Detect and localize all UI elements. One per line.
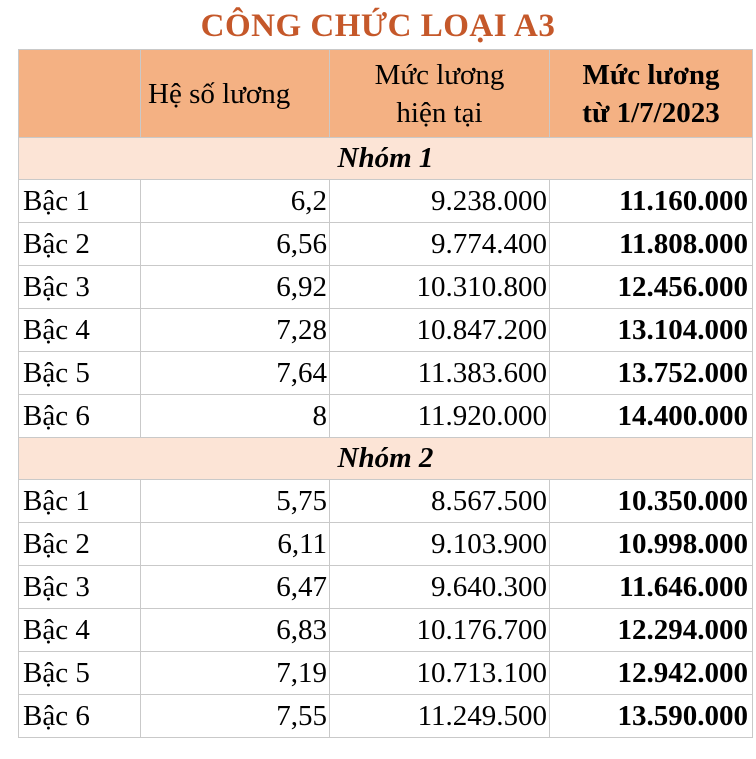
- table-row: [19, 695, 753, 738]
- header-coefficient: Hệ số lương: [141, 50, 330, 138]
- current-salary-cell: 11.383.600: [330, 352, 550, 395]
- group-header-row: [19, 138, 753, 180]
- coefficient-cell: 6,83: [141, 609, 330, 652]
- header-new-line1: Mức lương: [582, 58, 720, 91]
- level-cell: Bậc 2: [19, 523, 141, 566]
- level-cell: Bậc 1: [19, 480, 141, 523]
- table-row: [19, 609, 753, 652]
- table-row: [19, 566, 753, 609]
- new-salary-cell: 11.646.000: [550, 566, 753, 609]
- level-cell: Bậc 3: [19, 566, 141, 609]
- current-salary-cell: 10.310.800: [330, 266, 550, 309]
- table-row: [19, 180, 753, 223]
- new-salary-cell: 10.350.000: [550, 480, 753, 523]
- group-name: Nhóm 2: [19, 438, 753, 480]
- table-row: [19, 523, 753, 566]
- level-cell: Bậc 4: [19, 609, 141, 652]
- level-cell: Bậc 1: [19, 180, 141, 223]
- coefficient-cell: 8: [141, 395, 330, 438]
- level-cell: Bậc 5: [19, 652, 141, 695]
- header-current-line1: Mức lương: [374, 58, 505, 91]
- group-name: Nhóm 1: [19, 138, 753, 180]
- table-row: [19, 652, 753, 695]
- new-salary-cell: 14.400.000: [550, 395, 753, 438]
- new-salary-cell: 13.590.000: [550, 695, 753, 738]
- coefficient-cell: 6,56: [141, 223, 330, 266]
- current-salary-cell: 10.847.200: [330, 309, 550, 352]
- level-cell: Bậc 5: [19, 352, 141, 395]
- current-salary-cell: 9.103.900: [330, 523, 550, 566]
- header-current-salary: [330, 50, 550, 138]
- header-blank: [19, 50, 141, 138]
- new-salary-cell: 11.808.000: [550, 223, 753, 266]
- coefficient-cell: 6,92: [141, 266, 330, 309]
- level-cell: Bậc 4: [19, 309, 141, 352]
- current-salary-cell: 11.920.000: [330, 395, 550, 438]
- new-salary-cell: 12.456.000: [550, 266, 753, 309]
- table-header: [19, 50, 753, 138]
- coefficient-cell: 5,75: [141, 480, 330, 523]
- current-salary-cell: 10.713.100: [330, 652, 550, 695]
- level-cell: Bậc 2: [19, 223, 141, 266]
- new-salary-cell: 13.752.000: [550, 352, 753, 395]
- current-salary-cell: 9.238.000: [330, 180, 550, 223]
- group-header-row: [19, 438, 753, 480]
- current-salary-cell: 10.176.700: [330, 609, 550, 652]
- header-new-salary: [550, 50, 753, 138]
- table-row: [19, 395, 753, 438]
- coefficient-cell: 6,2: [141, 180, 330, 223]
- level-cell: Bậc 6: [19, 395, 141, 438]
- coefficient-cell: 6,47: [141, 566, 330, 609]
- header-current-line2: hiện tại: [396, 96, 483, 129]
- new-salary-cell: 10.998.000: [550, 523, 753, 566]
- table-row: [19, 352, 753, 395]
- table-row: [19, 480, 753, 523]
- page-title: CÔNG CHỨC LOẠI A3: [200, 8, 556, 44]
- table-row: [19, 309, 753, 352]
- current-salary-cell: 9.640.300: [330, 566, 550, 609]
- coefficient-cell: 7,64: [141, 352, 330, 395]
- current-salary-cell: 8.567.500: [330, 480, 550, 523]
- coefficient-cell: 7,55: [141, 695, 330, 738]
- header-row: [19, 50, 753, 138]
- header-new-line2: từ 1/7/2023: [582, 96, 720, 129]
- coefficient-cell: 6,11: [141, 523, 330, 566]
- table-body: [19, 138, 753, 738]
- new-salary-cell: 12.294.000: [550, 609, 753, 652]
- current-salary-cell: 11.249.500: [330, 695, 550, 738]
- coefficient-cell: 7,19: [141, 652, 330, 695]
- current-salary-cell: 9.774.400: [330, 223, 550, 266]
- level-cell: Bậc 6: [19, 695, 141, 738]
- table-row: [19, 223, 753, 266]
- level-cell: Bậc 3: [19, 266, 141, 309]
- new-salary-cell: 11.160.000: [550, 180, 753, 223]
- new-salary-cell: 13.104.000: [550, 309, 753, 352]
- table-row: [19, 266, 753, 309]
- new-salary-cell: 12.942.000: [550, 652, 753, 695]
- salary-table: [18, 49, 753, 738]
- coefficient-cell: 7,28: [141, 309, 330, 352]
